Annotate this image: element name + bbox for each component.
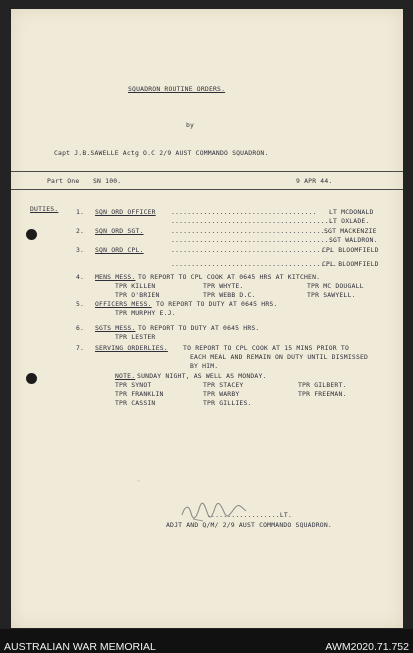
faint-pencil-mark: ~ — [137, 479, 140, 485]
duty-name-1: LT MCDONALD — [329, 208, 374, 216]
adjutant-line: ADJT AND Q/M/ 2/9 AUST COMMANDO SQUADRON. — [166, 521, 332, 529]
header-rule-bottom — [11, 189, 403, 190]
serving-person: TPR CASSIN — [115, 399, 156, 407]
duty-name-3b: CPL BLOOMFIELD — [322, 260, 379, 268]
duty-title-3: SQN ORD CPL. — [95, 246, 144, 254]
mens-mess-person: TPR O'BRIEN — [115, 291, 160, 299]
duty-num-3: 3. — [76, 246, 85, 254]
document-title: SQUADRON ROUTINE ORDERS. — [128, 85, 226, 93]
serving-line-2: EACH MEAL AND REMAIN ON DUTY UNTIL DISMISSED — [190, 353, 369, 361]
serving-person: TPR WARBY — [203, 390, 240, 398]
mens-mess-text: TO REPORT TO CPL COOK AT 0645 HRS AT KITCHEN. — [134, 273, 321, 281]
duty-dots-1: .................................... — [171, 208, 317, 216]
sgts-mess-num: 6. — [76, 324, 85, 332]
sgts-mess-text: TO REPORT TO DUTY AT 0645 HRS. — [134, 324, 260, 332]
serving-title: SERVING ORDERLIES. — [95, 344, 168, 352]
duty-title-2: SQN ORD SGT. — [95, 227, 144, 235]
section-label: DUTIES. — [30, 205, 59, 213]
by-line: by — [186, 121, 195, 129]
serving-person: TPR SYNOT — [115, 381, 152, 389]
part-label: Part One — [47, 177, 80, 185]
duty-dots-1b: ......................................... — [171, 217, 337, 225]
caption-bar — [0, 629, 413, 653]
officers-mess-text: TO REPORT TO DUTY AT 0645 HRS. — [152, 300, 278, 308]
header-rule-top — [11, 171, 403, 172]
sgts-mess-title: SGTS MESS. — [95, 324, 136, 332]
note-text: SUNDAY NIGHT, AS WELL AS MONDAY. — [133, 372, 267, 380]
issuer-line: Capt J.B.SAWELLE Actg O.C 2/9 AUST COMMANDO SQUADRON. — [54, 149, 269, 157]
order-date: 9 APR 44. — [296, 177, 333, 185]
duty-num-1: 1. — [76, 208, 85, 216]
duty-dots-2: ........................................ — [171, 227, 333, 235]
serving-person: TPR STACEY — [203, 381, 244, 389]
sgts-mess-person: TPR LESTER — [115, 333, 156, 341]
duty-dots-3b: ......................................... — [171, 260, 337, 268]
handwritten-signature — [179, 497, 249, 523]
mens-mess-num: 4. — [76, 273, 85, 281]
punch-hole-top — [26, 229, 37, 240]
duty-title-1: SQN ORD OFFICER — [95, 208, 156, 216]
duty-name-3: CPL BLOOMFIELD — [322, 246, 379, 254]
serving-num: 7. — [76, 344, 85, 352]
duty-name-2: SGT MACKENZIE — [324, 227, 377, 235]
mens-mess-person: TPR WEBB D.C. — [203, 291, 256, 299]
part-number: SN 100. — [93, 177, 122, 185]
note-label: NOTE. — [115, 372, 136, 380]
mens-mess-person: TPR WHYTE. — [203, 282, 244, 290]
duty-num-2: 2. — [76, 227, 85, 235]
caption-left: AUSTRALIAN WAR MEMORIAL — [4, 641, 156, 653]
duty-name-1b: LT OXLADE. — [329, 217, 370, 225]
officers-mess-title: OFFICERS MESS. — [95, 300, 152, 308]
serving-person: TPR FREEMAN. — [298, 390, 347, 398]
duty-name-2b: SGT WALDRON. — [329, 236, 378, 244]
mens-mess-person: TPR SAWYELL. — [307, 291, 356, 299]
caption-right: AWM2020.71.752 — [325, 641, 409, 653]
officers-mess-person: TPR MURPHY E.J. — [115, 309, 176, 317]
signature-dots: ..................LT. — [207, 511, 292, 519]
serving-person: TPR GILBERT. — [298, 381, 347, 389]
mens-mess-title: MENS MESS. — [95, 273, 136, 281]
document-page — [11, 9, 403, 628]
serving-line-1: TO REPORT TO CPL COOK AT 15 MINS PRIOR TO — [179, 344, 349, 352]
serving-person: TPR GILLIES. — [203, 399, 252, 407]
duty-dots-2b: ......................................... — [171, 236, 337, 244]
mens-mess-person: TPR MC DOUGALL — [307, 282, 364, 290]
serving-line-3: BY HIM. — [190, 362, 219, 370]
officers-mess-num: 5. — [76, 300, 85, 308]
serving-person: TPR FRANKLIN — [115, 390, 164, 398]
duty-dots-3: ........................................ — [171, 246, 333, 254]
mens-mess-person: TPR KILLEN — [115, 282, 156, 290]
punch-hole-bottom — [26, 373, 37, 384]
